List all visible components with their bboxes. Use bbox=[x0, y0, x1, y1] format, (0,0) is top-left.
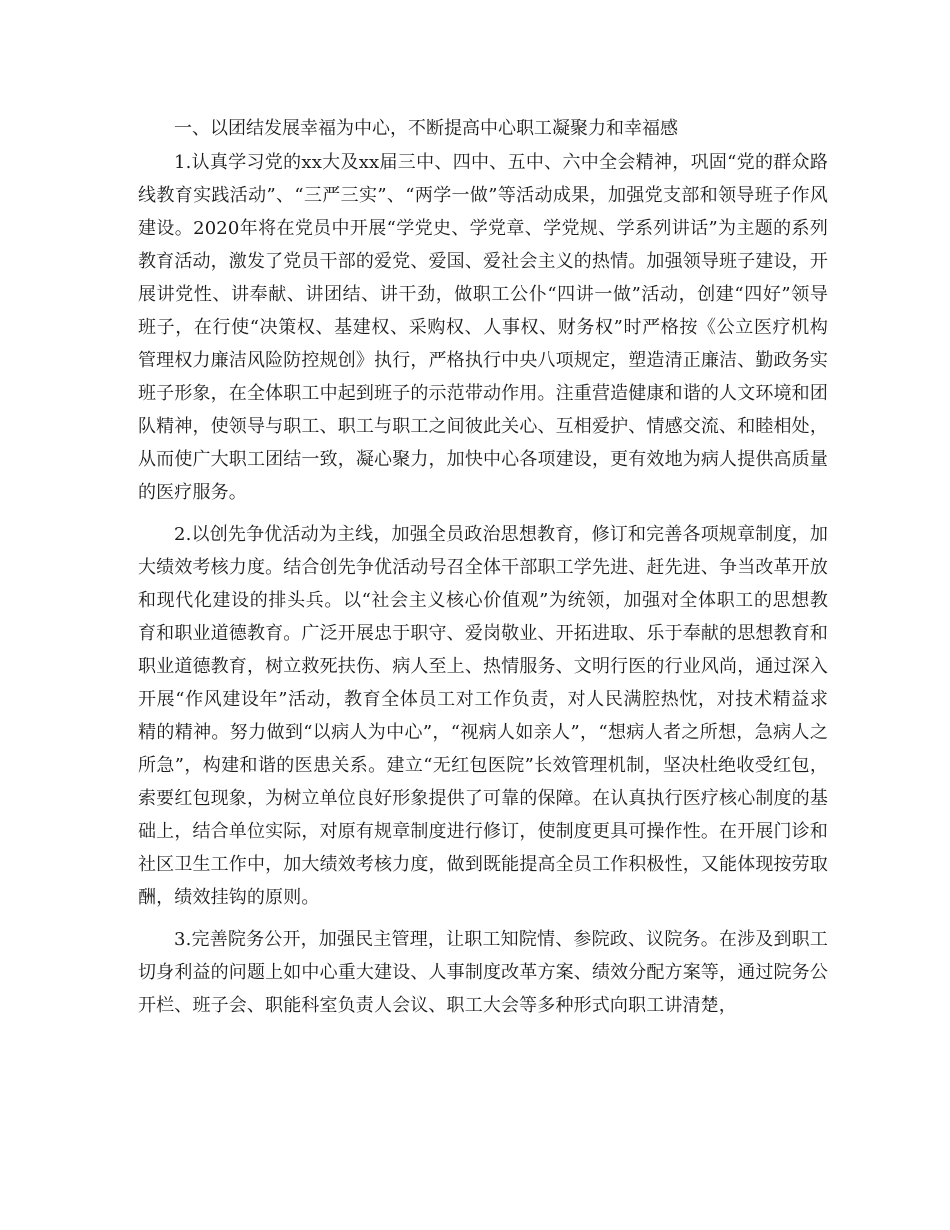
paragraph-3: 3.完善院务公开，加强民主管理，让职工知院情、参院政、议院务。在涉及到职工切身利益的问题上如中心重大建设、人事制度改革方案、绩效分配方案等，通过院务公开栏、班子会、职能科室负责人会议、职工大会等多种形式向职工讲清楚， bbox=[138, 929, 828, 1016]
document-page bbox=[138, 112, 828, 1022]
section-heading: 一、以团结发展幸福为中心，不断提高中心职工凝聚力和幸福感 bbox=[174, 118, 678, 139]
paragraph-2: 2.以创先争优活动为主线，加强全员政治思想教育，修订和完善各项规章制度，加大绩效考核力度。结合创先争优活动号召全体干部职工学先进、赶先进、争当改革开放和现代化建设的排头兵。以“社会主义核心价值观”为统领，加强对全体职工的思想教育和职业道德教育。广泛开展忠于职守、爱岗敬业、开拓进取、乐于奉献的思想教育和职业道德教育，树立救死扶伤、病人至上、热情服务、文明行医的行业风尚，通过深入开展“作风建设年”活动，教育全体员工对工作负责，对人民满腔热忱，对技术精益求精的精神。努力做到“以病人为中心”，“视病人如亲人”，“想病人者之所想，急病人之所急”，构建和谐的医患关系。建立“无红包医院”长效管理机制，坚决杜绝收受红包，索要红包现象，为树立单位良好形象提供了可靠的保障。在认真执行医疗核心制度的基础上，结合单位实际，对原有规章制度进行修订，使制度更具可操作性。在开展门诊和社区卫生工作中，加大绩效考核力度，做到既能提高全员工作积极性，又能体现按劳取酬，绩效挂钩的原则。 bbox=[138, 524, 828, 908]
paragraph-1: 1.认真学习党的xx大及xx届三中、四中、五中、六中全会精神，巩固“党的群众路线教育实践活动”、“三严三实”、“两学一做”等活动成果，加强党支部和领导班子作风建设。2020年将在党员中开展“学党史、学党章、学党规、学系列讲话”为主题的系列教育活动，激发了党员干部的爱党、爱国、爱社会主义的热情。加强领导班子建设，开展讲党性、讲奉献、讲团结、讲干劲，做职工公仆“四讲一做”活动，创建“四好”领导班子，在行使“决策权、基建权、采购权、人事权、财务权”时严格按《公立医疗机构管理权力廉洁风险防控规创》执行，严格执行中央八项规定，塑造清正廉洁、勤政务实班子形象，在全体职工中起到班子的示范带动作用。注重营造健康和谐的人文环境和团队精神，使领导与职工、职工与职工之间彼此关心、互相爱护、情感交流、和睦相处，从而使广大职工团结一致，凝心聚力，加快中心各项建设，更有效地为病人提供高质量的医疗服务。 bbox=[138, 152, 828, 503]
